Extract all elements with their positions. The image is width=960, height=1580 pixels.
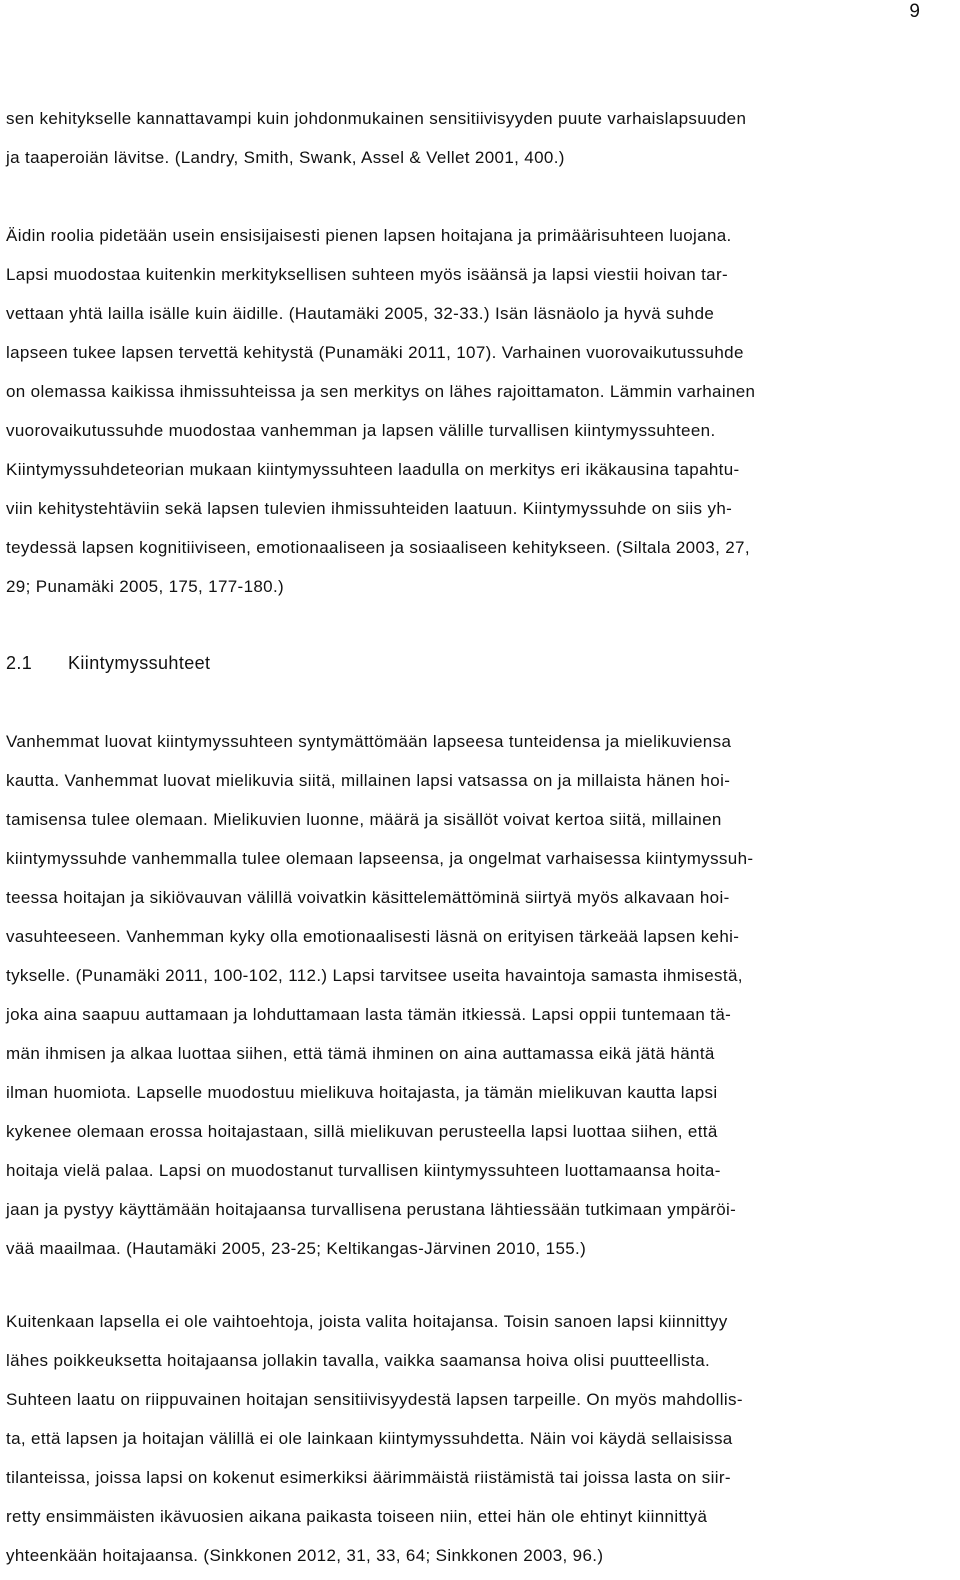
text-line: Kuitenkaan lapsella ei ole vaihtoehtoja, joista valita hoitajansa. Toisin sanoen lapsi kiinnittyy xyxy=(6,1312,728,1331)
text-line: joka aina saapuu auttamaan ja lohduttamaan lasta tämän itkiessä. Lapsi oppii tuntemaan tä- xyxy=(6,1005,732,1024)
text-line: kykenee olemaan erossa hoitajastaan, sillä mielikuvan perusteella lapsi luottaa siihen, että xyxy=(6,1122,718,1141)
text-line: tilanteissa, joissa lapsi on kokenut esimerkiksi äärimmäistä riistämistä tai joissa lasta on siir- xyxy=(6,1468,731,1487)
text-line: ja taaperoiän lävitse. (Landry, Smith, Swank, Assel & Vellet 2001, 400.) xyxy=(6,148,565,167)
section-number: 2.1 xyxy=(6,653,33,673)
text-line: tamisensa tulee olemaan. Mielikuvien luonne, määrä ja sisällöt voivat kertoa siitä, millainen xyxy=(6,810,722,829)
text-line: sen kehitykselle kannattavampi kuin johdonmukainen sensitiivisyyden puute varhaislapsuuden xyxy=(6,109,747,128)
text-line: ta, että lapsen ja hoitajan välillä ei ole lainkaan kiintymyssuhdetta. Näin voi käydä sellaisissa xyxy=(6,1429,733,1448)
text-line: 29; Punamäki 2005, 175, 177-180.) xyxy=(6,577,285,596)
text-line: Lapsi muodostaa kuitenkin merkityksellisen suhteen myös isäänsä ja lapsi viestii hoivan tar- xyxy=(6,265,728,284)
text-line: retty ensimmäisten ikävuosien aikana paikasta toiseen niin, ettei hän ole ehtinyt kiinnittyä xyxy=(6,1507,708,1526)
section-heading xyxy=(6,652,210,674)
text-line: viin kehitystehtäviin sekä lapsen tulevien ihmissuhteiden laatuun. Kiintymyssuhde on siis yh- xyxy=(6,499,733,518)
text-line: vää maailmaa. (Hautamäki 2005, 23-25; Keltikangas-Järvinen 2010, 155.) xyxy=(6,1239,587,1258)
text-line: tykselle. (Punamäki 2011, 100-102, 112.) Lapsi tarvitsee useita havaintoja samasta ihmisestä, xyxy=(6,966,743,985)
text-line: vasuhteeseen. Vanhemman kyky olla emotionaalisesti läsnä on erityisen tärkeää lapsen kehi- xyxy=(6,927,740,946)
text-line: Kiintymyssuhdeteorian mukaan kiintymyssuhteen laadulla on merkitys eri ikäkausina tapahtu- xyxy=(6,460,740,479)
text-line: Suhteen laatu on riippuvainen hoitajan sensitiivisyydestä lapsen tarpeille. On myös mahdollis- xyxy=(6,1390,743,1409)
text-line: hoitaja vielä palaa. Lapsi on muodostanut turvallisen kiintymyssuhteen luottamaansa hoita- xyxy=(6,1161,721,1180)
text-line: kautta. Vanhemmat luovat mielikuvia siitä, millainen lapsi vatsassa on ja millaista hänen hoi- xyxy=(6,771,731,790)
page-number: 9 xyxy=(909,1,920,22)
text-line: jaan ja pystyy käyttämään hoitajaansa turvallisena perustana lähtiessään tutkimaan ympäröi- xyxy=(6,1200,737,1219)
text-line: vettaan yhtä lailla isälle kuin äidille. (Hautamäki 2005, 32-33.) Isän läsnäolo ja hyvä suhde xyxy=(6,304,715,323)
text-line: ilman huomiota. Lapselle muodostuu mielikuva hoitajasta, ja tämän mielikuvan kautta lapsi xyxy=(6,1083,718,1102)
text-line: yhteenkään hoitajaansa. (Sinkkonen 2012, 31, 33, 64; Sinkkonen 2003, 96.) xyxy=(6,1546,604,1565)
text-line: teessa hoitajan ja sikiövauvan välillä voivatkin käsittelemättöminä siirtyä myös alkavaan hoi- xyxy=(6,888,730,907)
text-line: Vanhemmat luovat kiintymyssuhteen syntymättömään lapseesa tunteidensa ja mielikuviensa xyxy=(6,732,732,751)
text-line: vuorovaikutussuhde muodostaa vanhemman ja lapsen välille turvallisen kiintymyssuhteen. xyxy=(6,421,716,440)
section-title: Kiintymyssuhteet xyxy=(68,653,211,673)
text-line: lähes poikkeuksetta hoitajaansa jollakin tavalla, vaikka saamansa hoiva olisi puutteellista. xyxy=(6,1351,711,1370)
text-line: kiintymyssuhde vanhemmalla tulee olemaan lapseensa, ja ongelmat varhaisessa kiintymyssuh- xyxy=(6,849,754,868)
text-line: lapseen tukee lapsen tervettä kehitystä (Punamäki 2011, 107). Varhainen vuorovaikutussuhde xyxy=(6,343,744,362)
text-line: teydessä lapsen kognitiiviseen, emotionaaliseen ja sosiaaliseen kehitykseen. (Siltala 2003, 27, xyxy=(6,538,750,557)
text-line: män ihmisen ja alkaa luottaa siihen, että tämä ihminen on aina auttamassa eikä jätä häntä xyxy=(6,1044,715,1063)
text-line: on olemassa kaikissa ihmissuhteissa ja sen merkitys on lähes rajoittamaton. Lämmin varhainen xyxy=(6,382,756,401)
text-line: Äidin roolia pidetään usein ensisijaisesti pienen lapsen hoitajana ja primäärisuhteen luojana. xyxy=(6,226,732,245)
